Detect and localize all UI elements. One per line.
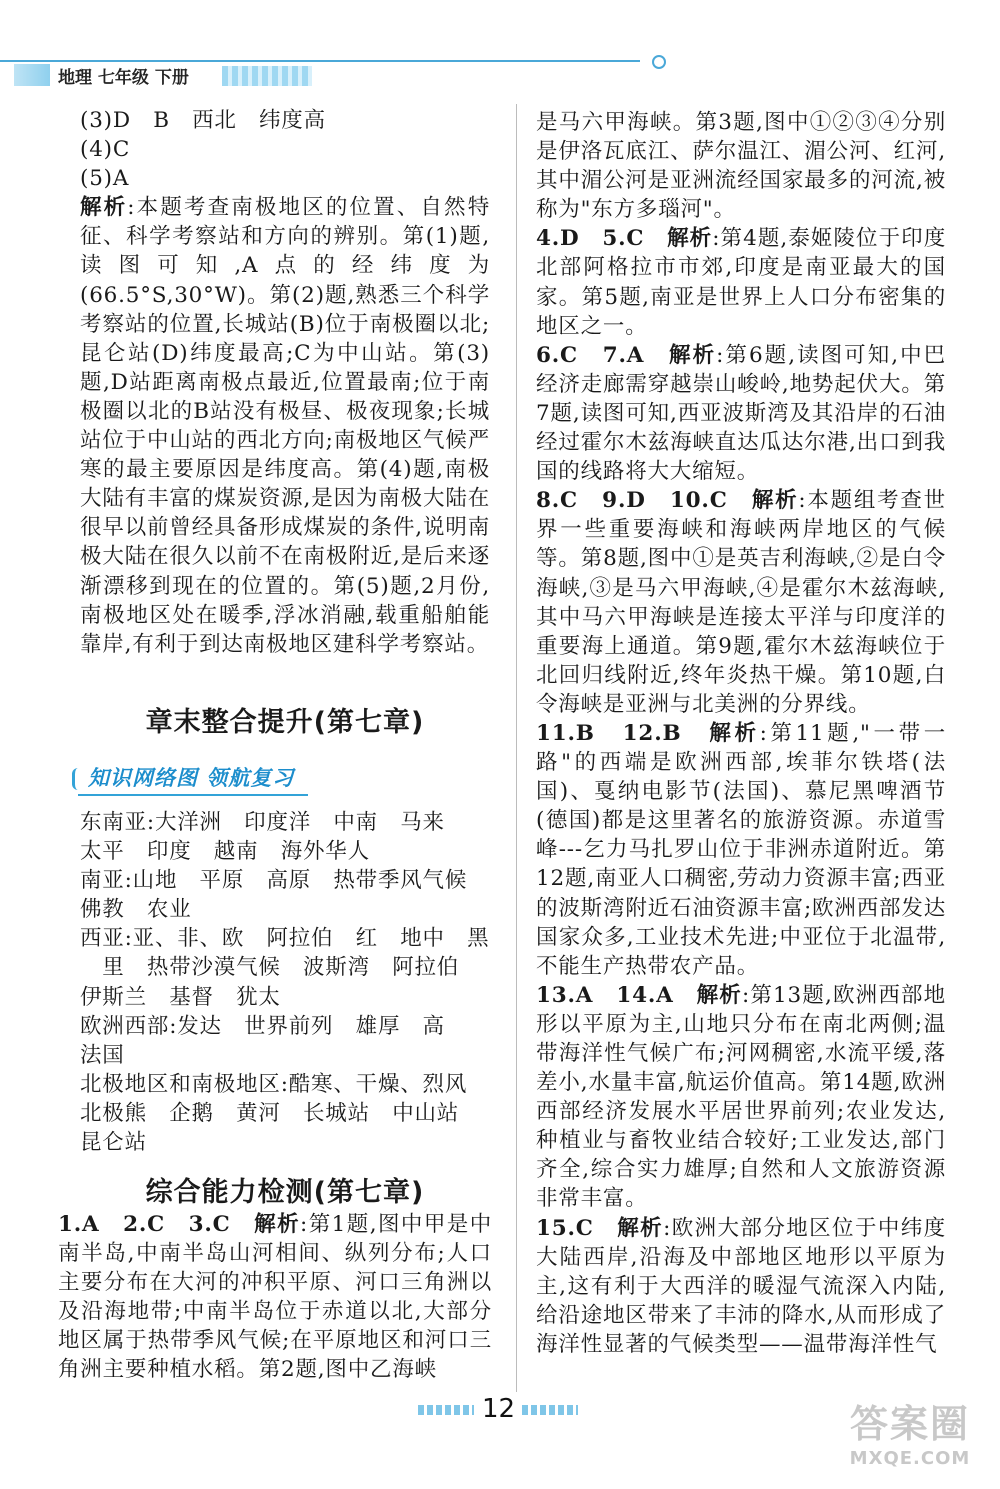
- network-line: 东南亚:大洋洲 印度洋 中南 马来: [80, 810, 445, 835]
- analysis-label: 解析: [709, 720, 760, 746]
- column-divider: [516, 104, 517, 1392]
- banner-text: 知识网络图 领航复习: [88, 766, 295, 790]
- answer-numbers: 15.C: [536, 1215, 618, 1241]
- header-title: 地理 七年级 下册: [58, 68, 189, 88]
- page-number: 12: [482, 1394, 516, 1424]
- answer-line: (4)C: [80, 137, 131, 163]
- question-analysis: [536, 341, 946, 486]
- knowledge-network-banner: [78, 760, 308, 796]
- header-stripe-decoration: [222, 66, 312, 86]
- analysis-text: :欧洲大部分地区位于中纬度大陆西岸,沿海及中部地区地形以平原为主,这有利于大西洋的暖湿气流深入内陆,给沿途地区带来了丰沛的降水,从而形成了海洋性显著的气候类型——温带海洋性气: [536, 1215, 946, 1357]
- analysis-label: 解析: [667, 226, 713, 252]
- analysis-text: :第11题,"一带一路"的西端是欧洲西部,埃菲尔铁塔(法国)、戛纳电影节(法国)、慕尼黑啤酒节(德国)都是这里著名的旅游资源。赤道雪峰---乞力马扎罗山位于非洲赤道附近。第12题,南亚人口稠密,劳动力资源丰富;西亚的波斯湾附近石油资源丰富;欧洲西部发达国家众多,工业技术先进;中亚位于北温带,不能生产热带农产品。: [536, 720, 946, 979]
- watermark-title: 答案圈: [849, 1402, 970, 1446]
- header-tab-decoration: [14, 64, 50, 86]
- network-line: 伊斯兰 基督 犹太: [80, 984, 281, 1010]
- left-column-bottom: [58, 1210, 492, 1385]
- network-line: 法国: [80, 1042, 125, 1068]
- question-analysis: [536, 1214, 946, 1359]
- analysis-label: 解析: [254, 1212, 301, 1237]
- section-title-comprehensive-test: 综合能力检测(第七章): [145, 1177, 425, 1208]
- continuation-paragraph: 是马六甲海峡。第3题,图中①②③④分别是伊洛瓦底江、萨尔温江、湄公河、红河,其中湄公河是亚洲流经国家最多的河流,被称为"东方多瑙河"。: [536, 110, 946, 223]
- analysis-text: :第1题,图中甲是中南半岛,中南半岛山河相间、纵列分布;人口主要分布在大河的冲积平原、河口三角洲以及沿海地带;中南半岛位于赤道以北,大部分地区属于热带季风气候;在平原地区和河口三角洲主要种植水稻。第2题,图中乙海峡: [58, 1212, 492, 1383]
- right-column: [536, 108, 946, 1359]
- knowledge-network-list: [80, 808, 490, 1157]
- left-column-top: [80, 106, 490, 659]
- watermark-url: MXQE.COM: [849, 1448, 971, 1469]
- network-line: 太平 印度 越南 海外华人: [80, 839, 370, 865]
- answer-numbers: 1.A 2.C 3.C: [58, 1212, 255, 1237]
- network-line: 北极熊 企鹅 黄河 长城站 中山站: [80, 1100, 460, 1126]
- answer-numbers: 13.A 14.A: [536, 982, 697, 1008]
- question-analysis: [58, 1210, 492, 1385]
- answer-line: (3)D B 西北 纬度高: [80, 108, 326, 133]
- network-line: 欧洲西部:发达 世界前列 雄厚 高: [80, 1013, 445, 1039]
- answer-numbers: 4.D 5.C: [536, 226, 668, 252]
- question-analysis: [536, 719, 946, 981]
- analysis-label: 解析: [669, 342, 717, 368]
- network-line: 南亚:山地 平原 高原 热带季风气候: [80, 868, 468, 894]
- footer-decoration-left: [418, 1405, 474, 1415]
- answer-numbers: 8.C 9.D 10.C: [536, 488, 752, 514]
- analysis-label: 解析: [696, 982, 742, 1008]
- answer-line: (5)A: [80, 166, 130, 192]
- network-line: 西亚:亚、非、欧 阿拉伯 红 地中 黑: [80, 926, 490, 952]
- question-analysis: [536, 224, 946, 340]
- question-analysis: [536, 981, 946, 1214]
- watermark-logo: [830, 1400, 990, 1480]
- banner-curl-decoration: [72, 768, 87, 790]
- analysis-text: :第13题,欧洲西部地形以平原为主,山地只分布在南北两侧;温带海洋性气候广布;河网稠密,水流平缓,落差小,水量丰富,航运价值高。第14题,欧洲西部经济发展水平居世界前列;农业发达,种植业与畜牧业结合较好;工业发达,部门齐全,综合实力雄厚;自然和人文旅游资源非常丰富。: [536, 982, 946, 1212]
- footer-decoration-right: [522, 1405, 578, 1415]
- analysis-label: 解析: [617, 1215, 664, 1241]
- analysis-text: :第4题,泰姬陵位于印度北部阿格拉市市郊,印度是南亚最大的国家。第5题,南亚是世界上人口分布密集的地区之一。: [536, 226, 947, 339]
- analysis-label: 解析: [80, 195, 128, 221]
- network-line: 北极地区和南极地区:酷寒、干燥、烈风: [80, 1071, 468, 1097]
- network-line: 里 热带沙漠气候 波斯湾 阿拉伯: [80, 955, 460, 981]
- analysis-paragraph: [80, 193, 490, 659]
- network-line: 佛教 农业: [80, 897, 192, 923]
- answer-numbers: 11.B 12.B: [536, 720, 710, 746]
- analysis-text: :本题考查南极地区的位置、自然特征、科学考察站和方向的辨别。第(1)题,读图可知,A点的经纬度为(66.5°S,30°W)。第(2)题,熟悉三个科学考察站的位置,长城站(B)位于南极圈以北;昆仑站(D)纬度最高;C为中山站。第(3)题,D站距离南极点最近,位置最南;位于南极圈以北的B站没有极昼、极夜现象;长城站位于中山站的西北方向;南极地区气候严寒的最主要原因是纬度高。第(4)题,南极大陆有丰富的煤炭资源,是因为南极大陆在很早以前曾经具备形成煤炭的条件,说明南极大陆在很久以前不在南极附近,是后来逐渐漂移到现在的位置的。第(5)题,2月份,南极地区处在暖季,浮冰消融,载重船舶能靠岸,有利于到达南极地区建科学考察站。: [80, 195, 490, 657]
- network-line: 昆仑站: [80, 1130, 147, 1156]
- page-header: [0, 0, 1000, 100]
- analysis-text: :第6题,读图可知,中巴经济走廊需穿越崇山峻岭,地势起伏大。第7题,读图可知,西亚波斯湾及其沿岸的石油经过霍尔木兹海峡直达瓜达尔港,出口到我国的线路将大大缩短。: [536, 342, 946, 485]
- question-analysis: [536, 486, 946, 719]
- header-dot-decoration: [652, 55, 666, 69]
- analysis-label: 解析: [751, 488, 799, 514]
- section-title-chapter-review: 章末整合提升(第七章): [145, 707, 425, 738]
- analysis-text: :本题组考查世界一些重要海峡和海峡两岸地区的气候等。第8题,图中①是英吉利海峡,②是白令海峡,③是马六甲海峡,④是霍尔木兹海峡,其中马六甲海峡是连接太平洋与印度洋的重要海上通道。第9题,霍尔木兹海峡位于北回归线附近,终年炎热干燥。第10题,白令海峡是亚洲与北美洲的分界线。: [536, 488, 946, 717]
- answer-numbers: 6.C 7.A: [536, 342, 670, 368]
